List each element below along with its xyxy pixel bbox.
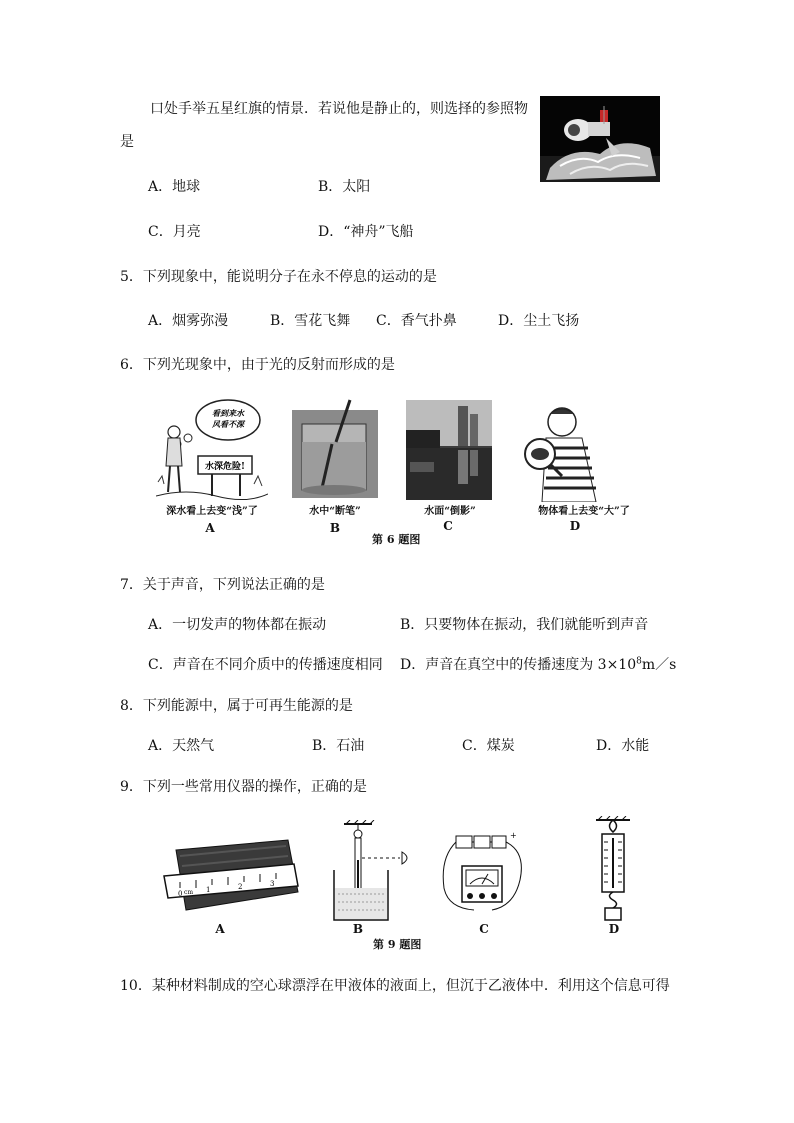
q6-caption-a: 深水看上去变“浅”了 [166,506,258,517]
q5-option-a: A．烟雾弥漫 [148,313,229,329]
q7-option-a: A．一切发声的物体都在振动 [148,617,327,633]
q7-option-d [400,656,676,674]
q5-option-d: D．尘土飞扬 [498,313,580,329]
q9-figure-title: 第 9 题图 [373,938,422,951]
q6-letter-d: D [569,519,581,533]
q9-figure-d-spring-scale [590,816,636,922]
q9-ruler-mark-cm: cm [184,889,194,896]
q5-option-b: B．雪花飞舞 [270,313,351,329]
q4-stem-line1: 口处手举五星红旗的情景．若说他是静止的，则选择的参照物 [150,101,528,117]
q5-option-c: C．香气扑鼻 [376,313,457,329]
q4-option-d: D．“神舟”飞船 [318,224,414,240]
q6-letter-a: A [205,521,215,535]
q6-bubble-text-2: 风看不深 [212,419,244,429]
q9-figure-a-ruler [160,836,300,918]
q8-option-c: C．煤炭 [462,738,515,754]
q9-stem: 9．下列一些常用仪器的操作，正确的是 [120,779,367,795]
q7-option-b: B．只要物体在振动，我们就能听到声音 [400,617,649,633]
q8-stem: 8．下列能源中，属于可再生能源的是 [120,698,353,714]
q7-stem: 7．关于声音，下列说法正确的是 [120,577,325,593]
q9-letter-a: A [215,922,225,936]
q9-letter-d: D [608,922,620,936]
q6-sign-text: 水深危险! [205,462,245,472]
q6-figure-title: 第 6 题图 [372,533,421,546]
q7-option-d-exponent: 8 [636,656,642,667]
q9-ruler-mark-2: 2 [238,883,243,891]
q6-letter-b: B [329,521,341,535]
q6-bubble-text-1: 看到来水 [212,408,244,418]
q9-letter-b: B [352,922,364,936]
svg-text:+: + [510,831,517,840]
q6-stem: 6．下列光现象中，由于光的反射而形成的是 [120,357,395,373]
q6-figure-c-water-reflection [406,400,492,500]
q5-stem: 5．下列现象中，能说明分子在永不停息的运动的是 [120,269,437,285]
q7-option-d-text: D．声音在真空中的传播速度为 3×10 [400,657,637,673]
q7-option-c: C．声音在不同介质中的传播速度相同 [148,657,383,673]
q9-ruler-mark-1: 1 [206,886,211,894]
q9-figure-c-ammeter-circuit [438,828,530,916]
q6-figure-d-magnified-object [520,404,602,502]
q7-option-d-unit: m／s [641,657,677,673]
astronaut-spacewalk-photo [540,96,660,182]
q8-option-d: D．水能 [596,738,650,754]
q10-stem: 10．某种材料制成的空心球漂浮在甲液体的液面上，但沉于乙液体中．利用这个信息可得 [120,978,670,994]
q9-figure-b-thermometer [328,820,420,924]
q9-ruler-mark-3: 3 [270,880,275,888]
q6-caption-d: 物体看上去变“大”了 [538,506,630,517]
q6-figure-a-shallow-water [156,396,268,502]
q9-ruler-mark-0: 0 [178,890,183,898]
q6-figure-b-broken-pencil [292,396,378,502]
q8-option-a: A．天然气 [148,738,215,754]
q6-letter-c: C [443,519,453,533]
q6-caption-b: 水中“断笔” [309,506,361,517]
q6-caption-c: 水面“倒影” [424,506,476,517]
q9-letter-c: C [479,922,489,936]
q4-option-c: C．月亮 [148,224,201,240]
q4-option-a: A．地球 [148,179,201,195]
q4-stem-line2: 是 [120,134,134,150]
q4-option-b: B．太阳 [318,179,371,195]
q8-option-b: B．石油 [312,738,365,754]
